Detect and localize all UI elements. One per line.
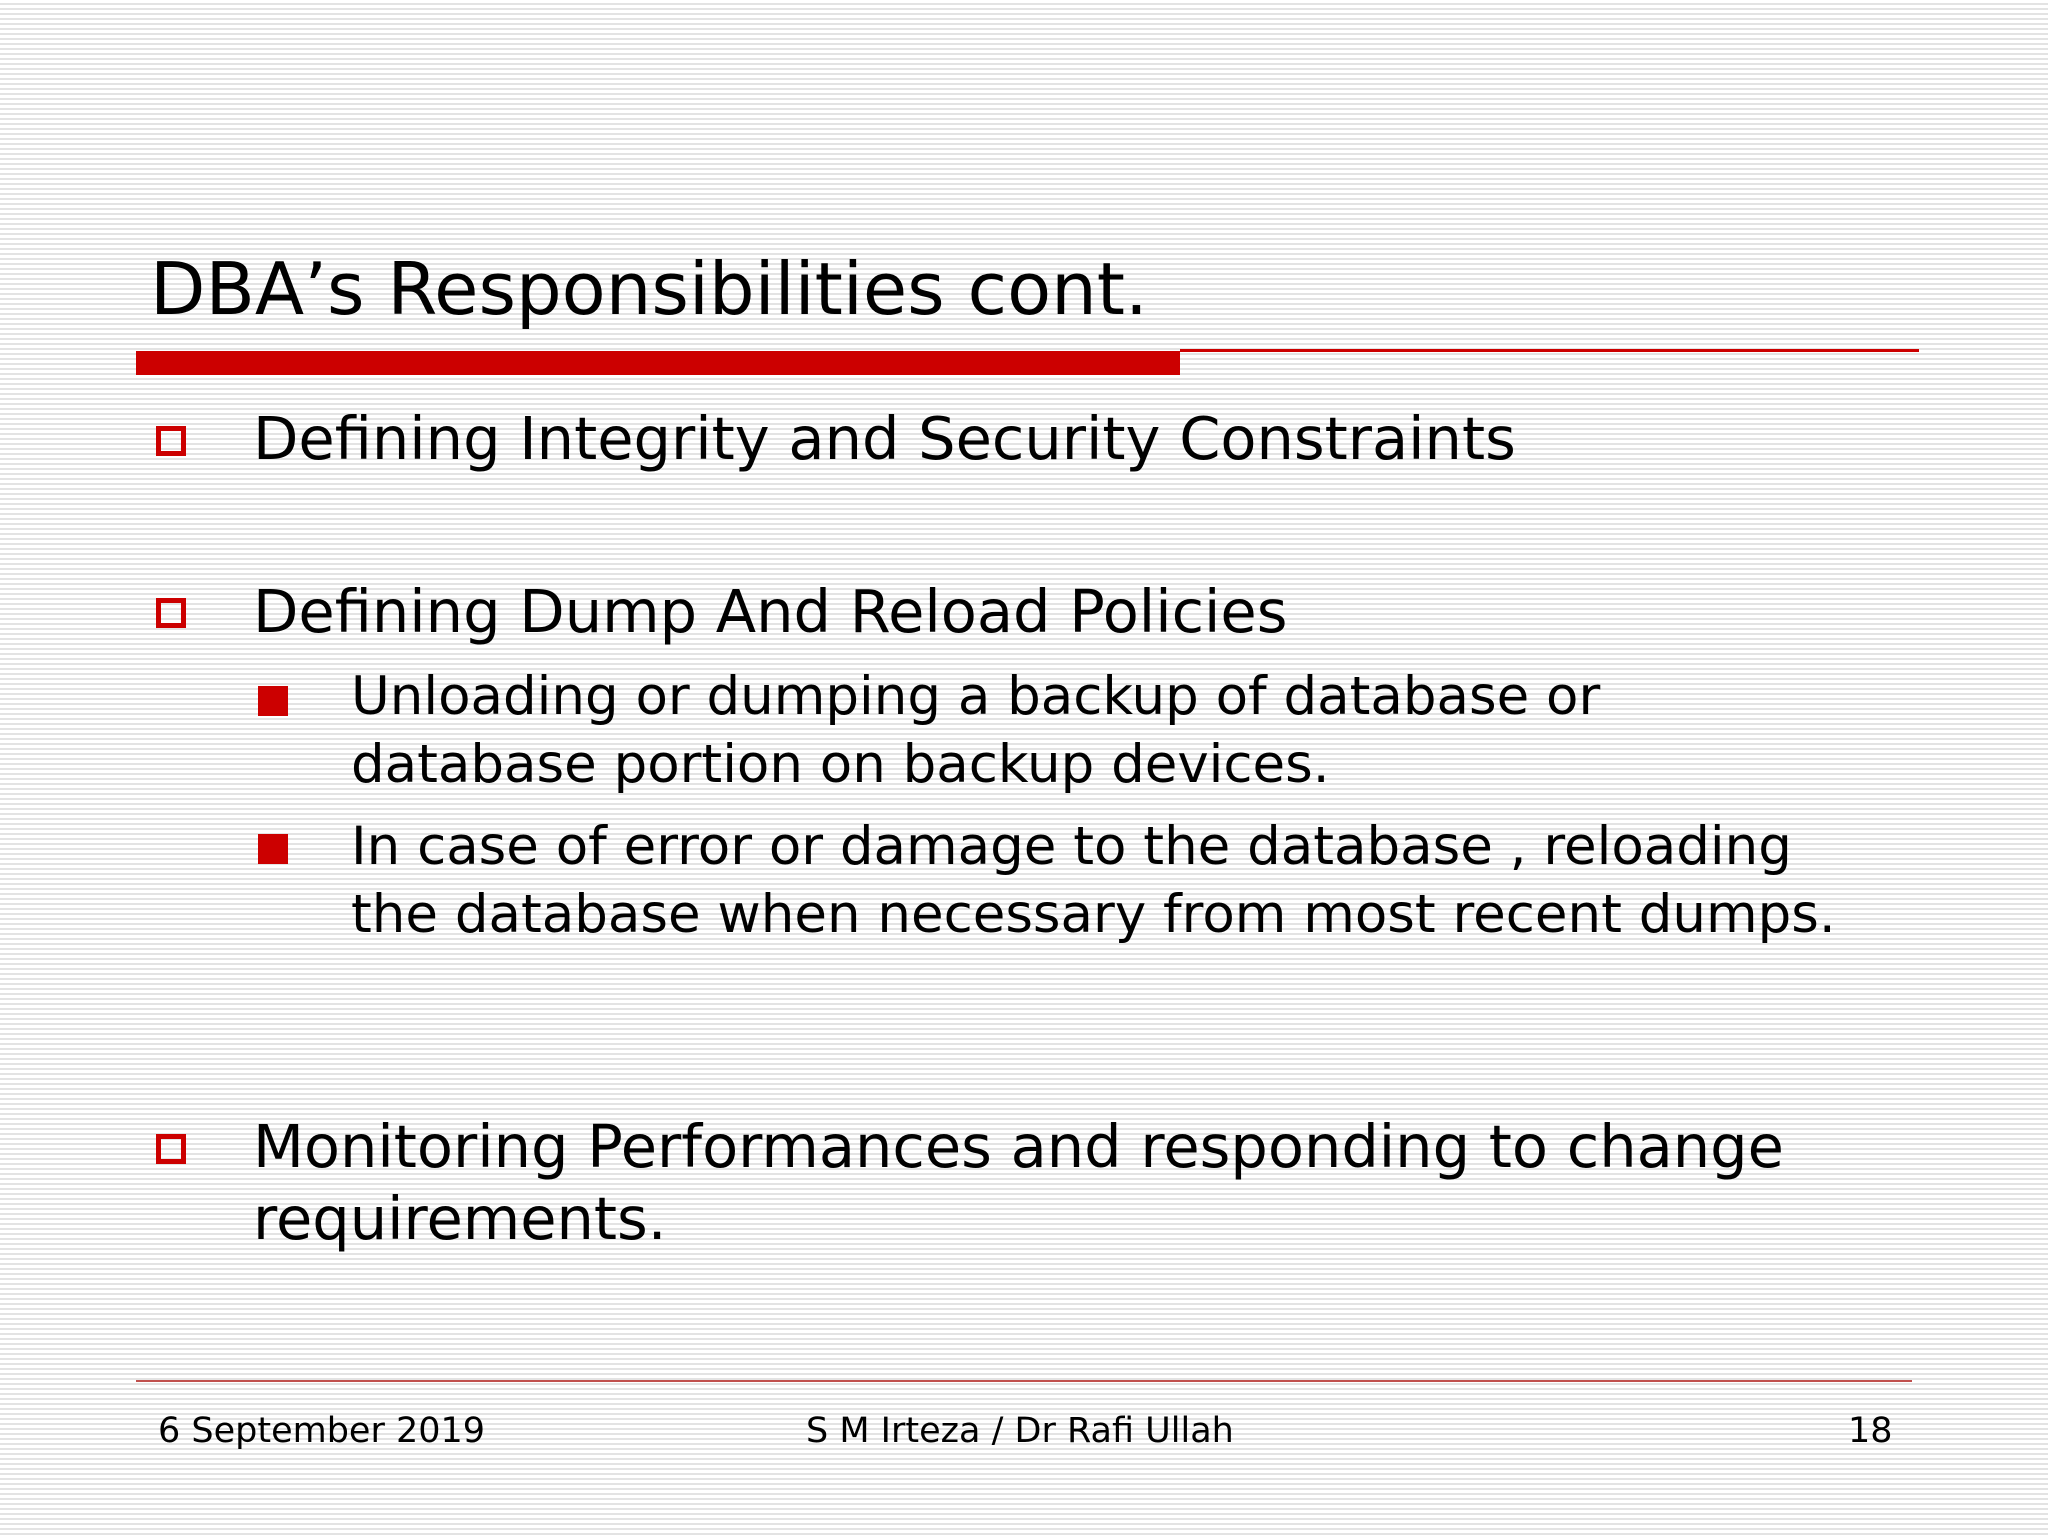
hollow-square-bullet-icon xyxy=(156,1134,186,1164)
page-number: 18 xyxy=(1848,1411,1893,1451)
title-underline-thick xyxy=(136,351,1180,375)
footer-divider xyxy=(136,1380,1912,1382)
title-underline-thin xyxy=(1180,349,1919,352)
hollow-square-bullet-icon xyxy=(156,426,186,456)
filled-square-bullet-icon xyxy=(258,834,288,864)
footer-author: S M Irteza / Dr Rafi Ullah xyxy=(806,1411,1234,1451)
hollow-square-bullet-icon xyxy=(156,598,186,628)
bullet-item: Monitoring Performances and responding to change requirements. xyxy=(253,1112,1784,1253)
sub-bullet-item: In case of error or damage to the database , reloading the database when necessary from most recent dumps. xyxy=(351,816,1836,945)
slide-title: DBA’s Responsibilities cont. xyxy=(150,247,1148,331)
sub-bullet-item: Unloading or dumping a backup of database or database portion on backup devices. xyxy=(351,666,1601,795)
footer-date: 6 September 2019 xyxy=(158,1411,486,1451)
bullet-item: Defining Integrity and Security Constraints xyxy=(253,404,1516,473)
filled-square-bullet-icon xyxy=(258,686,288,716)
bullet-item: Defining Dump And Reload Policies xyxy=(253,577,1288,646)
